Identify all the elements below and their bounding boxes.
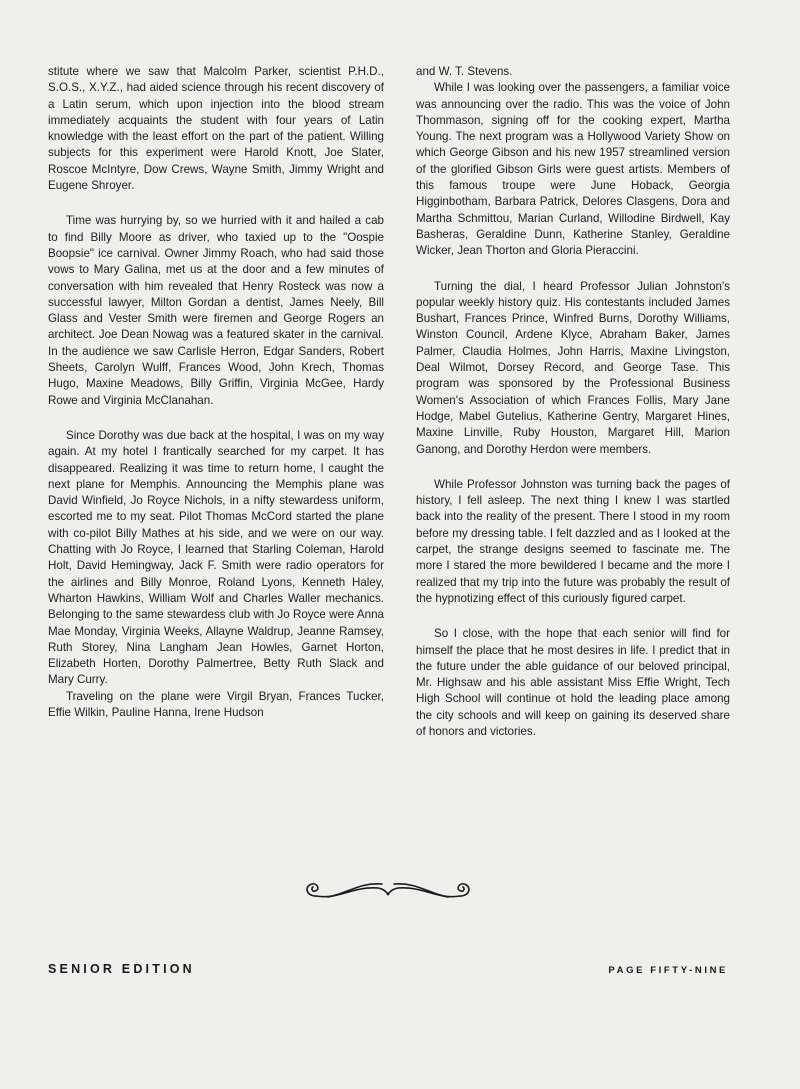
right-column (416, 64, 730, 759)
paragraph-right-5: So I close, with the hope that each senior will find for himself the place that he most desires in life. I predict that in the future under the able guidance of our beloved principal, Mr. Highsaw and his able assistant Miss Effie Wright, Tech High School will continue ot hold the leading place among the city schools and will keep on gaining its deserved share of honors and victories. (416, 627, 730, 738)
footer-page-number: PAGE FIFTY-NINE (608, 965, 728, 976)
left-column (48, 64, 384, 740)
paragraph-left-2: Time was hurrying by, so we hurried with it and hailed a cab to find Billy Moore as driver, who taxied up to the "Oospie Boopsie" ice carnival. Owner Jimmy Roach, who had said those vows to Mary Galina, met us at the door and a few minutes of conversation with him revealed that Henry Rosteck was now a successful lawyer, Milton Gordan a dentist, James Neely, Bill Glass and Vester Smith were firemen and George Rogers an architect. Joe Dean Nowag was a featured skater in the carnival. In the audience we saw Carlisle Herron, Edgar Sanders, Robert Sheets, Carolyn Wulff, Frances Wood, John Krech, Thomas Hugo, Maxine Meadows, Billy Griffin, Virginia McGee, Hardy Rowe and Virginia McClanahan. (48, 214, 384, 407)
paragraph-left-4: Traveling on the plane were Virgil Bryan, Frances Tucker, Effie Wilkin, Pauline Hanna, Irene Hudson (48, 689, 384, 719)
paragraph-left-1: stitute where we saw that Malcolm Parker, scientist P.H.D., S.O.S., X.Y.Z., had aided science through his recent discovery of a Latin serum, which upon injection into the blood stream immediately acquaints the student with four years of Latin knowledge with the least effort on the part of the patient. Willing subjects for this experiment were Harold Knott, Joe Slater, Roscoe McIntyre, Dow Crews, Wayne Smith, Jimmy Wright and Eugene Shroyer. (48, 65, 384, 193)
footer-edition-label: SENIOR EDITION (48, 962, 195, 976)
paragraph-right-2: While I was looking over the passengers, a familiar voice was announcing over the radio. This was the voice of John Thommason, signing off for the cooking expert, Martha Young. The next program was a Hollywood Variety Show on which George Gibson and his new 1957 streamlined version of the glorified Gibson Girls were guest artists. Members of this famous troupe were June Hoback, Georgia Higginbotham, Barbara Patrick, Delores Clasgens, Dora and Martha Schmittou, Marian Curland, Willodine Birdwell, Kay Basheras, Geraldine Dunn, Katherine Stanley, Geraldine Wicker, Jean Thorton and Gloria Pieraccini. (416, 81, 730, 258)
paragraph-right-1: and W. T. Stevens. (416, 65, 513, 78)
scroll-flourish-icon (298, 874, 478, 906)
paragraph-right-3: Turning the dial, I heard Professor Julian Johnston's popular weekly history quiz. His contestants included James Bushart, Frances Prince, Winfred Burns, Dorothy Williams, Winston Council, Ardene Klyce, Abraham Baker, James Palmer, Claudia Holmes, John Harris, Maxine Livingston, Deal Wilmot, Dorsey Record, and George Tase. This program was sponsored by the Professional Business Women's Association of which Frances Follis, Mary Jane Hodge, Mabel Gutelius, Katherine Gentry, Margaret Hines, Maxine Linville, Ruby Houston, Margaret Hill, Marion Ganong, and Dorothy Herdon were members. (416, 279, 730, 456)
paragraph-left-3: Since Dorothy was due back at the hospital, I was on my way again. At my hotel I frantically searched for my carpet. It has disappeared. Realizing it was time to return home, I caught the next plane for Memphis. Announcing the Memphis plane was David Winfield, Jo Royce Nichols, in a nifty stewardess uniform, escorted me to my seat. Pilot Thomas McCord started the plane with co-pilot Billy Mathes at his side, and we were on our way. Chatting with Jo Royce, I learned that Starling Coleman, Harold Holt, David Hemingway, Jack F. Smith were radio operators for the airlines and Billy Monroe, Roland Lyons, Kenneth Haley, Wharton Hawkins, William Wolf and Charles Waller mechanics. Belonging to the same stewardess club with Jo Royce were Anna Mae Monday, Virginia Weeks, Allayne Waldrup, Jeanne Ramsey, Ruth Storey, Nina Langham Jean Howles, Garnet Horton, Elizabeth Horten, Dorothy Palmertree, Betty Ruth Slack and Mary Curry. (48, 428, 384, 687)
paragraph-right-4: While Professor Johnston was turning back the pages of history, I fell asleep. The next thing I knew I was startled back into the reality of the present. There I stood in my room before my dressing table. I felt dazzled and as I looked at the carpet, the strange designs seemed to fascinate me. The more I stared the more bewildered I became and the more I realized that my trip into the future was probably the result of the hypnotizing effect of this curiously figured carpet. (416, 477, 730, 605)
